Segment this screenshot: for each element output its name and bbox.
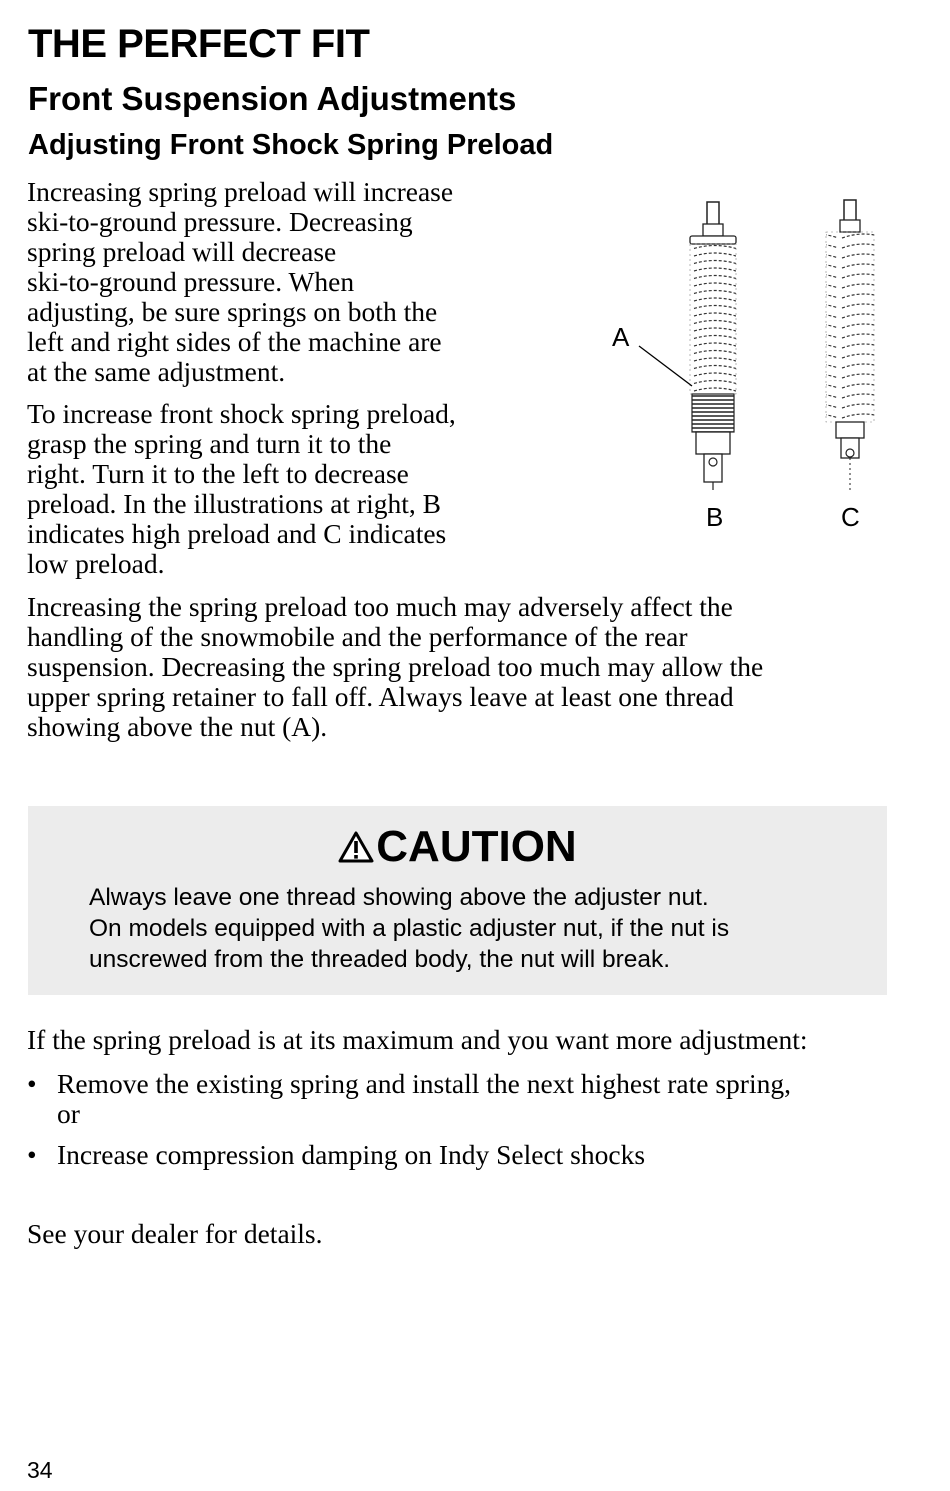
paragraph-line: adjusting, be sure springs on both the bbox=[27, 296, 438, 327]
bullet-line: Remove the existing spring and install the next highest rate spring, bbox=[57, 1068, 791, 1099]
paragraph-line: ski-to-ground pressure. When bbox=[27, 266, 355, 297]
paragraph-line: preload. In the illustrations at right, B bbox=[27, 488, 441, 519]
bullet-text bbox=[57, 1069, 791, 1129]
warning-triangle-icon bbox=[338, 824, 374, 874]
paragraph-line: Increasing the spring preload too much may adversely affect the bbox=[27, 591, 733, 622]
dealer-note: See your dealer for details. bbox=[27, 1218, 323, 1249]
paragraph-line: at the same adjustment. bbox=[27, 356, 286, 387]
caution-heading bbox=[28, 822, 887, 874]
paragraph-line: To increase front shock spring preload, bbox=[27, 398, 456, 429]
label-a: A bbox=[612, 322, 630, 352]
paragraph-line: ski-to-ground pressure. Decreasing bbox=[27, 206, 413, 237]
paragraph-line: low preload. bbox=[27, 548, 165, 579]
paragraph-line: showing above the nut (A). bbox=[27, 711, 328, 742]
bullet-marker: • bbox=[27, 1139, 37, 1170]
subsection-heading: Adjusting Front Shock Spring Preload bbox=[28, 129, 554, 161]
paragraph-line: indicates high preload and C indicates bbox=[27, 518, 447, 549]
caution-box bbox=[28, 806, 887, 995]
paragraph-line: Increasing spring preload will increase bbox=[27, 176, 454, 207]
caution-line: Always leave one thread showing above the adjuster nut. bbox=[89, 884, 709, 911]
label-b: B bbox=[706, 502, 724, 532]
label-c: C bbox=[841, 502, 860, 532]
caution-heading-text: CAUTION bbox=[376, 822, 577, 871]
instructions-paragraph bbox=[27, 399, 527, 579]
paragraph-line: handling of the snowmobile and the performance of the rear bbox=[27, 621, 688, 652]
shock-illustration bbox=[600, 190, 900, 540]
paragraph-line: left and right sides of the machine are bbox=[27, 326, 442, 357]
bullet-text bbox=[57, 1140, 645, 1170]
bullet-line: Increase compression damping on Indy Select shocks bbox=[57, 1139, 646, 1170]
shock-c-drawing bbox=[826, 200, 874, 490]
more-adjustment-intro: If the spring preload is at its maximum and you want more adjustment: bbox=[27, 1024, 808, 1055]
caution-text bbox=[89, 882, 729, 975]
bullet-line: or bbox=[57, 1098, 80, 1129]
bullet-marker: • bbox=[27, 1068, 37, 1099]
paragraph-line: upper spring retainer to fall off. Always leave at least one thread bbox=[27, 681, 734, 712]
page-title: THE PERFECT FIT bbox=[28, 22, 370, 66]
caution-line: On models equipped with a plastic adjuster nut, if the nut is bbox=[89, 915, 730, 942]
paragraph-line: suspension. Decreasing the spring preload too much may allow the bbox=[27, 651, 764, 682]
shock-b-drawing bbox=[690, 202, 736, 490]
intro-paragraph bbox=[27, 177, 527, 387]
label-a-leader bbox=[639, 346, 692, 386]
paragraph-line: grasp the spring and turn it to the bbox=[27, 428, 392, 459]
preload-warning-paragraph bbox=[27, 592, 907, 742]
page-number: 34 bbox=[27, 1457, 53, 1483]
section-heading: Front Suspension Adjustments bbox=[28, 80, 517, 117]
caution-line: unscrewed from the threaded body, the nut will break. bbox=[89, 946, 671, 973]
paragraph-line: right. Turn it to the left to decrease bbox=[27, 458, 409, 489]
paragraph-line: spring preload will decrease bbox=[27, 236, 337, 267]
